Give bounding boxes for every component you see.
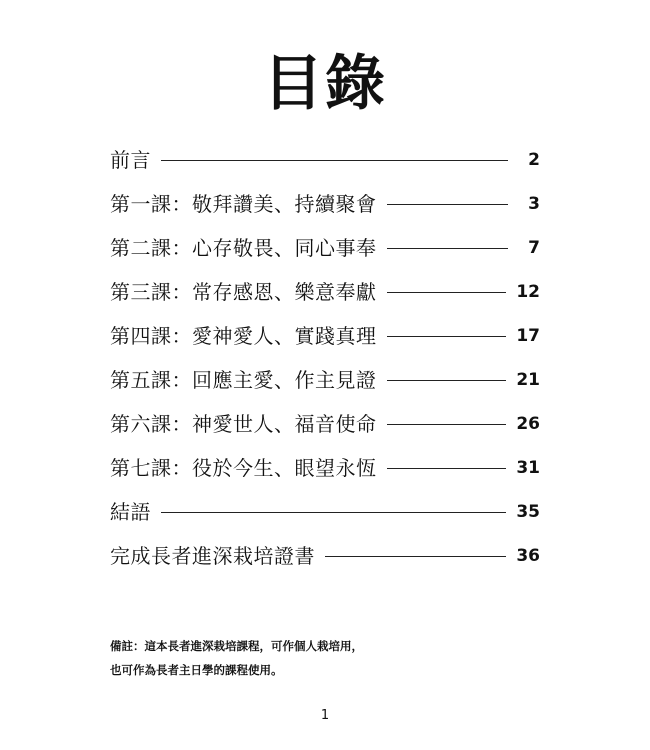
toc-leader-line (387, 468, 507, 469)
toc-entry-label: 第七課：役於今生、眼望永恆 (110, 456, 377, 480)
toc-entry-certificate[interactable] (110, 534, 540, 578)
remarks-note (110, 634, 363, 682)
toc-entry-page: 26 (516, 414, 540, 434)
remarks-line: 備註：這本長者進深栽培課程，可作個人栽培用， (110, 639, 363, 653)
toc-entry-page: 35 (516, 502, 540, 522)
toc-entry-lesson-6[interactable] (110, 402, 540, 446)
toc-entry-page: 7 (528, 238, 540, 258)
toc-entry-label: 第三課：常存感恩、樂意奉獻 (110, 280, 377, 304)
toc-leader-line (325, 556, 506, 557)
toc-leader-line (387, 424, 507, 425)
toc-entry-lesson-7[interactable] (110, 446, 540, 490)
page-title: 目錄 (263, 49, 387, 119)
remarks-line: 也可作為長者主日學的課程使用。 (110, 663, 283, 677)
toc-entry-lesson-2[interactable] (110, 226, 540, 270)
toc-entry-page: 2 (528, 150, 540, 170)
toc-entry-conclusion[interactable] (110, 490, 540, 534)
toc-entry-lesson-3[interactable] (110, 270, 540, 314)
toc-entry-label: 完成長者進深栽培證書 (110, 544, 315, 568)
toc-leader-line (387, 336, 507, 337)
toc-entry-page: 3 (528, 194, 540, 214)
toc-entry-label: 第六課：神愛世人、福音使命 (110, 412, 377, 436)
toc-entry-label: 第四課：愛神愛人、實踐真理 (110, 324, 377, 348)
toc-entry-label: 前言 (110, 148, 151, 172)
toc-leader-line (387, 204, 509, 205)
toc-entry-lesson-1[interactable] (110, 182, 540, 226)
toc-entry-preface[interactable] (110, 138, 540, 182)
toc-entry-page: 31 (516, 458, 540, 478)
toc-entry-page: 12 (516, 282, 540, 302)
toc-leader-line (161, 160, 508, 161)
toc-entry-label: 第五課：回應主愛、作主見證 (110, 368, 377, 392)
toc-entry-lesson-5[interactable] (110, 358, 540, 402)
toc-entry-label: 結語 (110, 500, 151, 524)
toc-leader-line (161, 512, 506, 513)
toc-leader-line (387, 380, 507, 381)
toc-entry-lesson-4[interactable] (110, 314, 540, 358)
page-number: 1 (320, 708, 330, 723)
toc-entry-page: 17 (516, 326, 540, 346)
toc-entry-label: 第一課：敬拜讚美、持續聚會 (110, 192, 377, 216)
toc-entry-page: 36 (516, 546, 540, 566)
toc-entry-label: 第二課：心存敬畏、同心事奉 (110, 236, 377, 260)
toc-leader-line (387, 248, 509, 249)
table-of-contents (110, 138, 540, 578)
toc-entry-page: 21 (516, 370, 540, 390)
toc-leader-line (387, 292, 507, 293)
